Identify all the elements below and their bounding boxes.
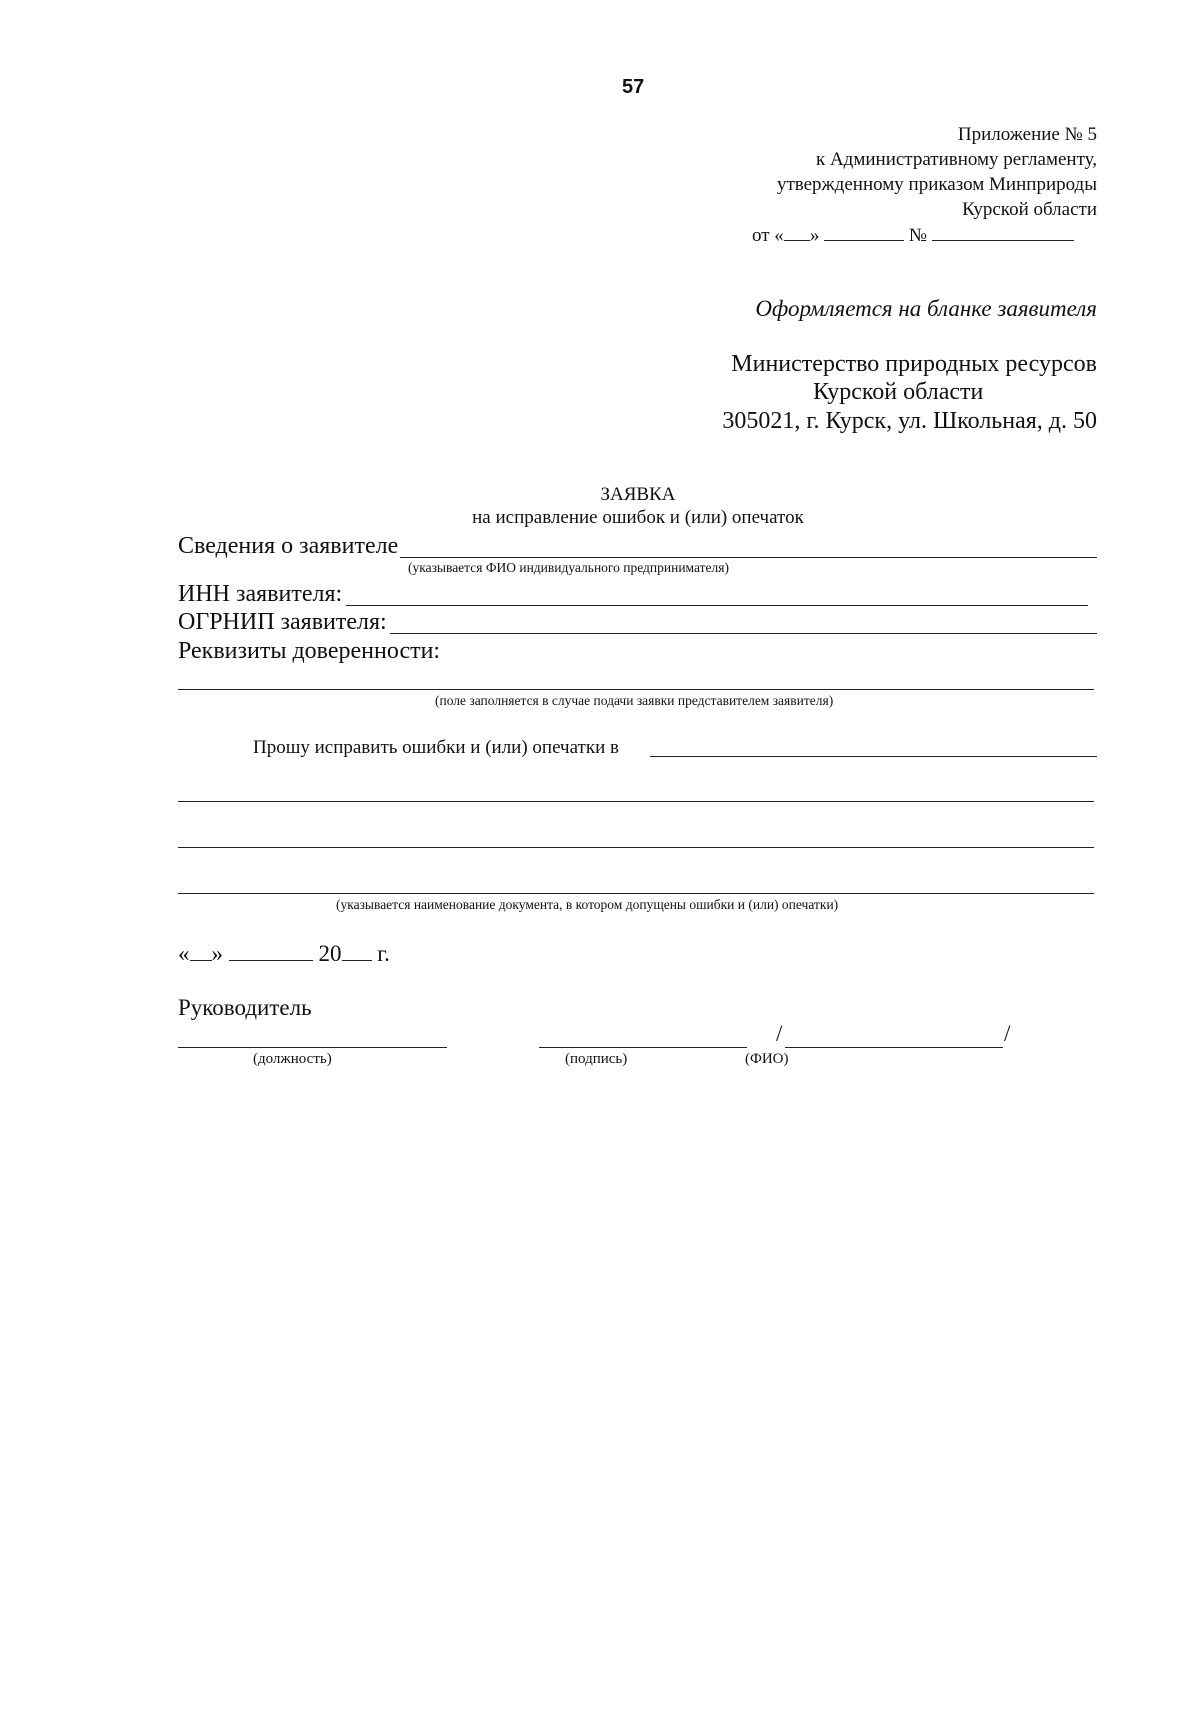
signature-role: Руководитель [178, 995, 312, 1020]
request-hint: (указывается наименование документа, в котором допущены ошибки и (или) опечатки) [336, 897, 839, 912]
appendix-line-2: к Административному регламенту, [815, 149, 1097, 170]
appendix-date-close: » [809, 225, 820, 246]
date-day-blank[interactable] [190, 940, 212, 961]
appendix-number-sign: № [908, 225, 927, 246]
recipient-line-2: Курской области [813, 379, 984, 405]
name-slash-right: / [1004, 1021, 1011, 1046]
applicant-field-line[interactable] [400, 557, 1097, 558]
name-hint: (ФИО) [745, 1051, 789, 1067]
position-hint: (должность) [253, 1051, 332, 1067]
signature-hint: (подпись) [565, 1051, 628, 1067]
appendix-date-blank [824, 222, 904, 241]
position-field-line[interactable] [178, 1047, 447, 1048]
inn-field-line[interactable] [346, 605, 1088, 606]
request-document-line-2[interactable] [178, 801, 1094, 802]
date-month-blank[interactable] [229, 940, 313, 961]
appendix-line-1: Приложение № 5 [957, 124, 1097, 145]
appendix-date-prefix: от « [752, 225, 784, 246]
letterhead-note: Оформляется на бланке заявителя [755, 296, 1097, 321]
ogrnip-label: ОГРНИП заявителя: [178, 609, 387, 635]
request-document-line-3[interactable] [178, 847, 1094, 848]
form-subtitle: на исправление ошибок и (или) опечаток [472, 507, 804, 528]
name-slash-left: / [776, 1021, 783, 1046]
date-year-suffix: г. [377, 941, 390, 966]
power-of-attorney-hint: (поле заполняется в случае подачи заявки представителем заявителя) [435, 693, 834, 708]
appendix-date-line [752, 222, 1074, 247]
ogrnip-field-line[interactable] [390, 633, 1097, 634]
name-field-line[interactable] [785, 1047, 1003, 1048]
date-year-blank[interactable] [342, 940, 372, 961]
date-open-quote: « [178, 941, 190, 966]
signature-field-line[interactable] [539, 1047, 747, 1048]
request-document-line-1[interactable] [650, 756, 1097, 757]
recipient-line-1: Министерство природных ресурсов [731, 351, 1097, 377]
form-title: ЗАЯВКА [600, 484, 676, 505]
recipient-line-3: 305021, г. Курск, ул. Школьная, д. 50 [722, 408, 1097, 434]
appendix-number-blank [932, 222, 1074, 241]
applicant-hint: (указывается ФИО индивидуального предпринимателя) [408, 560, 729, 575]
date-close-quote: » [211, 941, 223, 966]
page-number: 57 [622, 76, 645, 98]
date-year-prefix: 20 [318, 941, 342, 966]
appendix-line-3: утвержденному приказом Минприроды [776, 174, 1097, 195]
inn-label: ИНН заявителя: [178, 581, 343, 607]
request-text: Прошу исправить ошибки и (или) опечатки в [253, 737, 619, 758]
appendix-line-4: Курской области [962, 199, 1097, 220]
power-of-attorney-field-line[interactable] [178, 689, 1094, 690]
date-line [178, 940, 390, 967]
appendix-day-blank [784, 222, 810, 241]
request-document-line-4[interactable] [178, 893, 1094, 894]
power-of-attorney-label: Реквизиты доверенности: [178, 638, 441, 664]
applicant-label: Сведения о заявителе [178, 533, 399, 559]
